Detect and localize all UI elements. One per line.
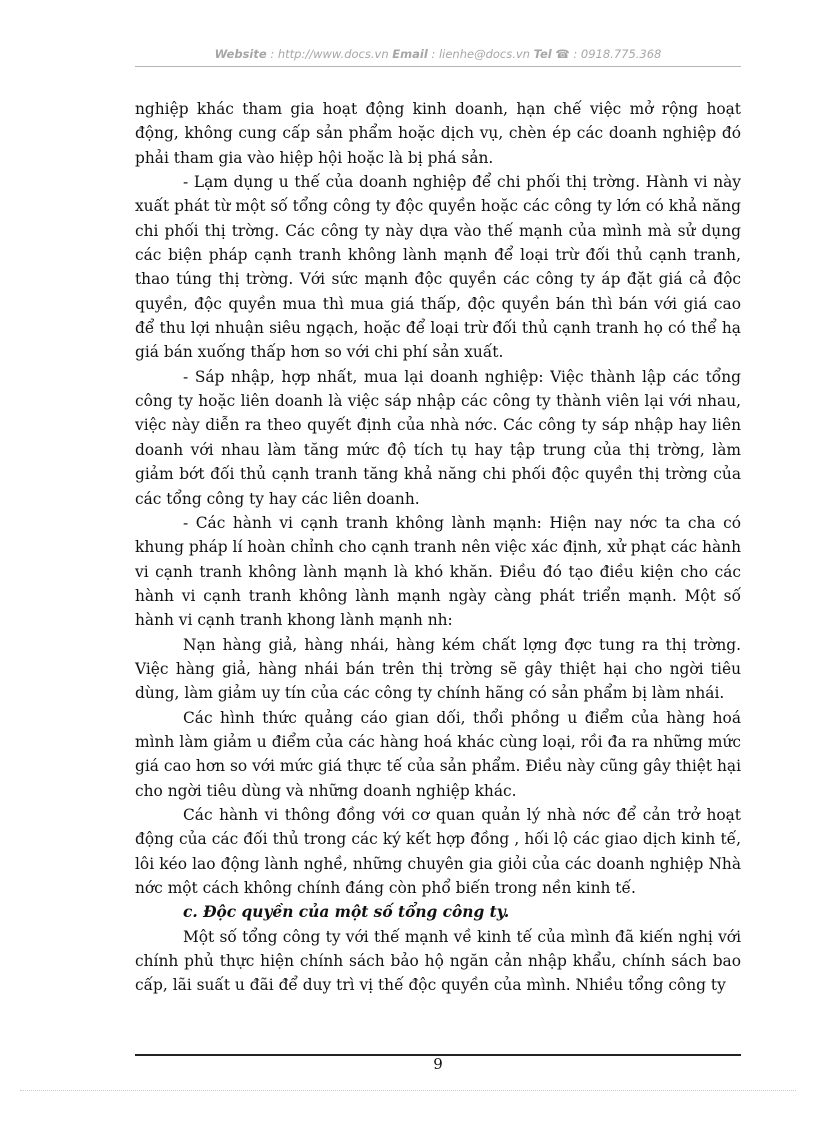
paragraph: nghiệp khác tham gia hoạt động kinh doanh, hạn chế việc mở rộng hoạt động, không cung cấp sản phẩm hoặc dịch vụ, chèn ép các doanh nghiệp đó phải tham gia vào hiệp hội hoặc là bị phá sản.: [135, 100, 741, 167]
body-text: [135, 97, 741, 998]
page-bottom-border: [20, 1090, 796, 1091]
tel-value: ☎ : 0918.775.368: [551, 47, 662, 61]
page-number: 9: [433, 1055, 443, 1073]
email-label: Email: [392, 47, 428, 61]
page-header: [135, 47, 741, 61]
paragraph: Các hình thức quảng cáo gian dối, thổi phồng u điểm của hàng hoá mình làm giảm u điểm của các hàng hoá khác cùng loại, rồi đa ra những mức giá cao hơn so với mức giá thực tế của sản phẩm. Điều này cũng gây thiệt hại cho ngời tiêu dùng và những doanh nghiệp khác.: [135, 708, 741, 800]
tel-label: Tel: [533, 47, 552, 61]
website-value: : http://www.docs.vn: [266, 47, 393, 61]
email-value: : lienhe@docs.vn: [427, 47, 534, 61]
section-heading: c. Độc quyền của một số tổng công ty.: [183, 903, 510, 922]
paragraph: - Lạm dụng u thế của doanh nghiệp để chi phối thị trờng. Hành vi này xuất phát từ một số tổng công ty độc quyền hoặc các công ty lớn có khả năng chi phối thị trờng. Các công ty này dựa vào thế mạnh của mình mà sử dụng các biện pháp cạnh tranh không lành mạnh để loại trừ đối thủ cạnh tranh, thao túng thị trờng. Với sức mạnh độc quyền các công ty áp đặt giá cả độc quyền, độc quyền mua thì mua giá thấp, độc quyền bán thì bán với giá cao để thu lợi nhuận siêu ngạch, hoặc để loại trừ đối thủ cạnh tranh họ có thể hạ giá bán xuống thấp hơn so với chi phí sản xuất.: [135, 173, 741, 362]
paragraph: - Các hành vi cạnh tranh không lành mạnh: Hiện nay nớc ta cha có khung pháp lí hoàn chỉnh cho cạnh tranh nên việc xác định, xử phạt các hành vi cạnh tranh không lành mạnh là khó khăn. Điều đó tạo điều kiện cho các hành vi cạnh tranh không lành mạnh ngày càng phát triển mạnh. Một số hành vi cạnh tranh khong lành mạnh nh:: [135, 513, 741, 630]
website-label: Website: [214, 47, 267, 61]
paragraph: Các hành vi thông đồng với cơ quan quản lý nhà nớc để cản trở hoạt động của các đối thủ trong các ký kết hợp đồng , hối lộ các giao dịch kinh tế, lôi kéo lao động lành nghề, những chuyên gia giỏi của các doanh nghiệp Nhà nớc một cách không chính đáng còn phổ biến trong nền kinh tế.: [135, 805, 741, 897]
paragraph: Nạn hàng giả, hàng nhái, hàng kém chất lợng đợc tung ra thị trờng. Việc hàng giả, hàng nhái bán trên thị trờng sẽ gây thiệt hại cho ngời tiêu dùng, làm giảm uy tín của các công ty chính hãng có sản phẩm bị làm nhái.: [135, 635, 741, 703]
paragraph: - Sáp nhập, hợp nhất, mua lại doanh nghiệp: Việc thành lập các tổng công ty hoặc liên doanh là việc sáp nhập các công ty thành viên lại với nhau, việc này diễn ra theo quyết định của nhà nớc. Các công ty sáp nhập hay liên doanh với nhau làm tăng mức độ tích tụ hay tập trung của thị trờng, làm giảm bớt đối thủ cạnh tranh tăng khả năng chi phối độc quyền thị trờng của các tổng công ty hay các liên doanh.: [135, 367, 741, 508]
paragraph: Một số tổng công ty với thế mạnh về kinh tế của mình đã kiến nghị với chính phủ thực hiện chính sách bảo hộ ngăn cản nhập khẩu, chính sách bao cấp, lãi suất u đãi để duy trì vị thế độc quyền của mình. Nhiều tổng công ty: [135, 927, 741, 995]
header-divider: [135, 66, 741, 67]
